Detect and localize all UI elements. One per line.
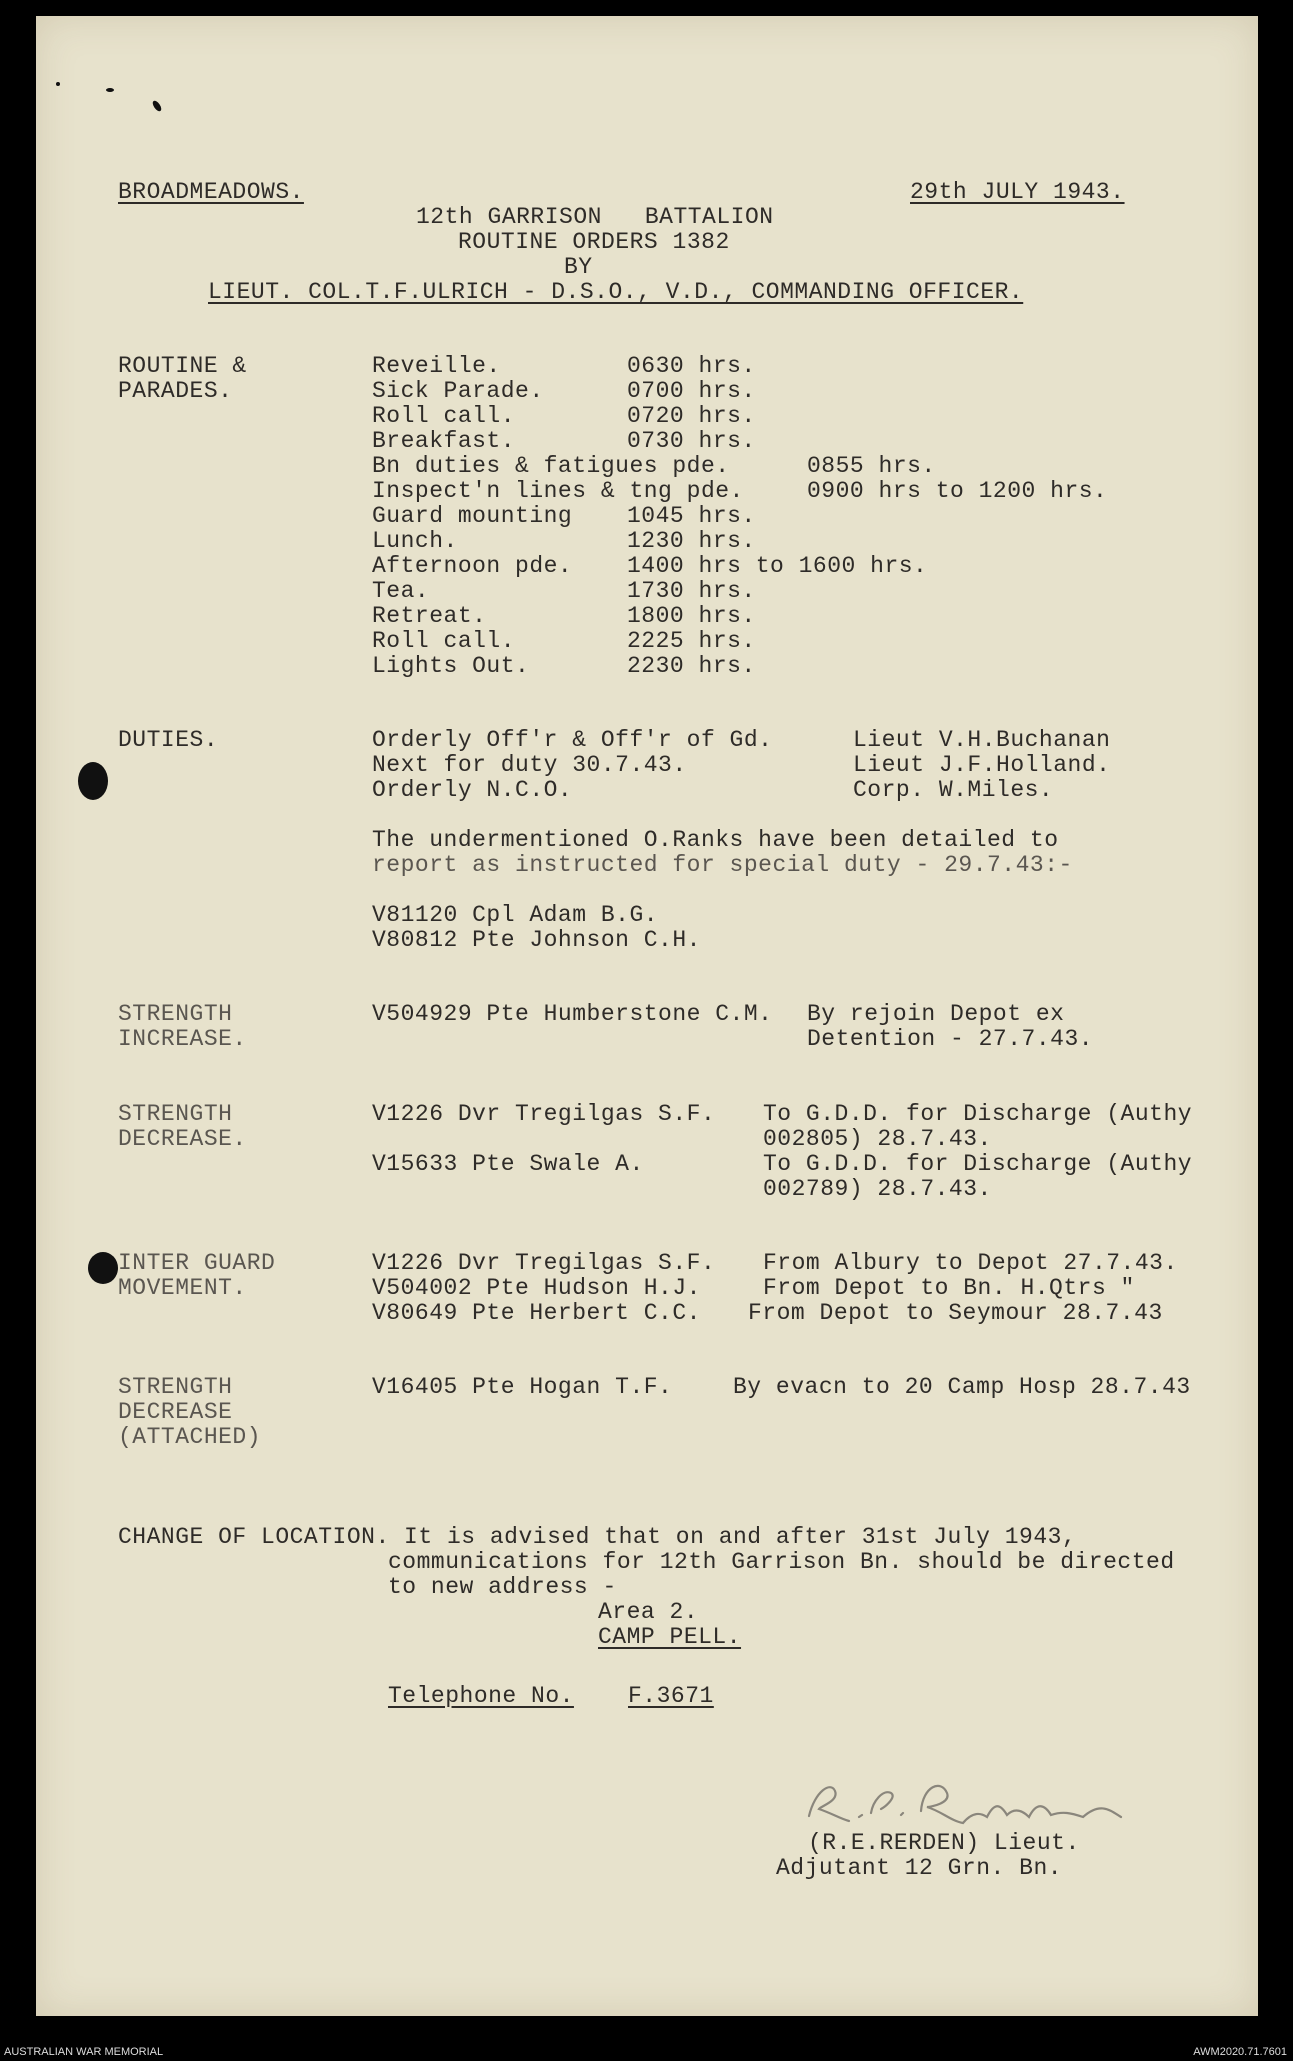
unit-name: 12th GARRISON BATTALION: [416, 204, 774, 230]
duty-person: Corp. W.Miles.: [853, 777, 1054, 803]
strength-increase-detail: Detention - 27.7.43.: [807, 1026, 1094, 1052]
place-heading: BROADMEADOWS.: [118, 179, 304, 205]
strength-increase-heading: INCREASE.: [118, 1026, 247, 1052]
routine-item-time: 0720 hrs.: [627, 403, 756, 429]
duty-person: Lieut J.F.Holland.: [853, 752, 1111, 778]
strength-increase-heading: STRENGTH: [118, 1001, 233, 1027]
ink-speck: [56, 82, 60, 86]
duty-name: Orderly Off'r & Off'r of Gd.: [372, 727, 773, 753]
routine-item-name: Reveille.: [372, 353, 501, 379]
location-line: CHANGE OF LOCATION. It is advised that on and after 31st July 1943,: [118, 1524, 1077, 1550]
routine-item-name: Retreat.: [372, 603, 487, 629]
orders-number: ROUTINE ORDERS 1382: [458, 229, 730, 255]
routine-item-name: Breakfast.: [372, 428, 516, 454]
ink-speck: [151, 99, 163, 112]
routine-item-name: Tea.: [372, 578, 430, 604]
routine-item-name: Afternoon pde.: [372, 553, 573, 579]
strength-decrease-detail: 002805) 28.7.43.: [763, 1126, 992, 1152]
location-line: communications for 12th Garrison Bn. should be directed: [388, 1549, 1175, 1575]
routine-item-time: 0900 hrs to 1200 hrs.: [807, 478, 1108, 504]
new-area: Area 2.: [598, 1599, 699, 1625]
routine-item-name: Bn duties & fatigues pde.: [372, 453, 730, 479]
telephone-number: F.3671: [628, 1683, 714, 1709]
routine-item-name: Inspect'n lines & tng pde.: [372, 478, 744, 504]
strength-decrease-heading: DECREASE.: [118, 1126, 247, 1152]
strength-decrease-entry: V1226 Dvr Tregilgas S.F.: [372, 1101, 716, 1127]
special-duty-rank: V80812 Pte Johnson C.H.: [372, 927, 701, 953]
location-line: to new address -: [388, 1574, 617, 1600]
attached-decrease-detail: By evacn to 20 Camp Hosp 28.7.43: [733, 1374, 1191, 1400]
routine-item-time: 0855 hrs.: [807, 453, 936, 479]
routine-item-name: Sick Parade.: [372, 378, 544, 404]
duty-person: Lieut V.H.Buchanan: [853, 727, 1111, 753]
ink-speck: [106, 88, 114, 92]
strength-decrease-detail: To G.D.D. for Discharge (Authy: [763, 1101, 1193, 1127]
punch-hole: [88, 1252, 118, 1284]
duty-name: Orderly N.C.O.: [372, 777, 573, 803]
routine-item-time: 2225 hrs.: [627, 628, 756, 654]
routine-item-time: 0730 hrs.: [627, 428, 756, 454]
duties-note: report as instructed for special duty - 29.7.43:-: [372, 852, 1073, 878]
movement-detail: From Depot to Bn. H.Qtrs ": [763, 1275, 1135, 1301]
inter-guard-heading: INTER GUARD: [118, 1250, 276, 1276]
special-duty-rank: V81120 Cpl Adam B.G.: [372, 902, 659, 928]
routine-item-time: 1400 hrs to 1600 hrs.: [627, 553, 928, 579]
archive-reference: AWM2020.71.7601: [1193, 2046, 1287, 2058]
new-camp: CAMP PELL.: [598, 1624, 742, 1650]
handwritten-signature: [801, 1771, 1161, 1831]
signatory-name: (R.E.RERDEN) Lieut.: [808, 1830, 1080, 1856]
strength-decrease-detail: 002789) 28.7.43.: [763, 1176, 992, 1202]
strength-increase-detail: By rejoin Depot ex: [807, 1001, 1065, 1027]
by-line: BY: [564, 254, 593, 280]
inter-guard-heading: MOVEMENT.: [118, 1275, 247, 1301]
duties-heading: DUTIES.: [118, 727, 219, 753]
commanding-officer: LIEUT. COL.T.F.ULRICH - D.S.O., V.D., COMMANDING OFFICER.: [208, 279, 1024, 305]
strength-decrease-entry: V15633 Pte Swale A.: [372, 1151, 644, 1177]
parades-heading: PARADES.: [118, 378, 233, 404]
document-page: [36, 16, 1258, 2016]
strength-decrease-detail: To G.D.D. for Discharge (Authy: [763, 1151, 1193, 1177]
routine-item-time: 0630 hrs.: [627, 353, 756, 379]
movement-entry: V80649 Pte Herbert C.C.: [372, 1300, 701, 1326]
routine-item-name: Roll call.: [372, 628, 516, 654]
routine-item-name: Roll call.: [372, 403, 516, 429]
routine-item-name: Lights Out.: [372, 653, 530, 679]
routine-item-name: Guard mounting: [372, 503, 573, 529]
telephone-label: Telephone No.: [388, 1683, 574, 1709]
duties-note: The undermentioned O.Ranks have been detailed to: [372, 827, 1059, 853]
routine-item-time: 1800 hrs.: [627, 603, 756, 629]
punch-hole: [78, 762, 108, 800]
archive-credit: AUSTRALIAN WAR MEMORIAL: [4, 2046, 164, 2058]
attached-decrease-heading: STRENGTH: [118, 1374, 233, 1400]
routine-item-time: 1230 hrs.: [627, 528, 756, 554]
attached-decrease-heading: (ATTACHED): [118, 1424, 262, 1450]
attached-decrease-entry: V16405 Pte Hogan T.F.: [372, 1374, 673, 1400]
movement-detail: From Depot to Seymour 28.7.43: [748, 1300, 1163, 1326]
signatory-title: Adjutant 12 Grn. Bn.: [776, 1855, 1063, 1881]
strength-increase-entry: V504929 Pte Humberstone C.M.: [372, 1001, 773, 1027]
routine-item-time: 0700 hrs.: [627, 378, 756, 404]
routine-item-time: 2230 hrs.: [627, 653, 756, 679]
routine-item-time: 1730 hrs.: [627, 578, 756, 604]
attached-decrease-heading: DECREASE: [118, 1399, 233, 1425]
strength-decrease-heading: STRENGTH: [118, 1101, 233, 1127]
movement-entry: V504002 Pte Hudson H.J.: [372, 1275, 701, 1301]
routine-item-name: Lunch.: [372, 528, 458, 554]
routine-heading: ROUTINE &: [118, 353, 247, 379]
duty-name: Next for duty 30.7.43.: [372, 752, 687, 778]
document-date: 29th JULY 1943.: [910, 179, 1125, 205]
routine-item-time: 1045 hrs.: [627, 503, 756, 529]
movement-detail: From Albury to Depot 27.7.43.: [763, 1250, 1178, 1276]
movement-entry: V1226 Dvr Tregilgas S.F.: [372, 1250, 716, 1276]
